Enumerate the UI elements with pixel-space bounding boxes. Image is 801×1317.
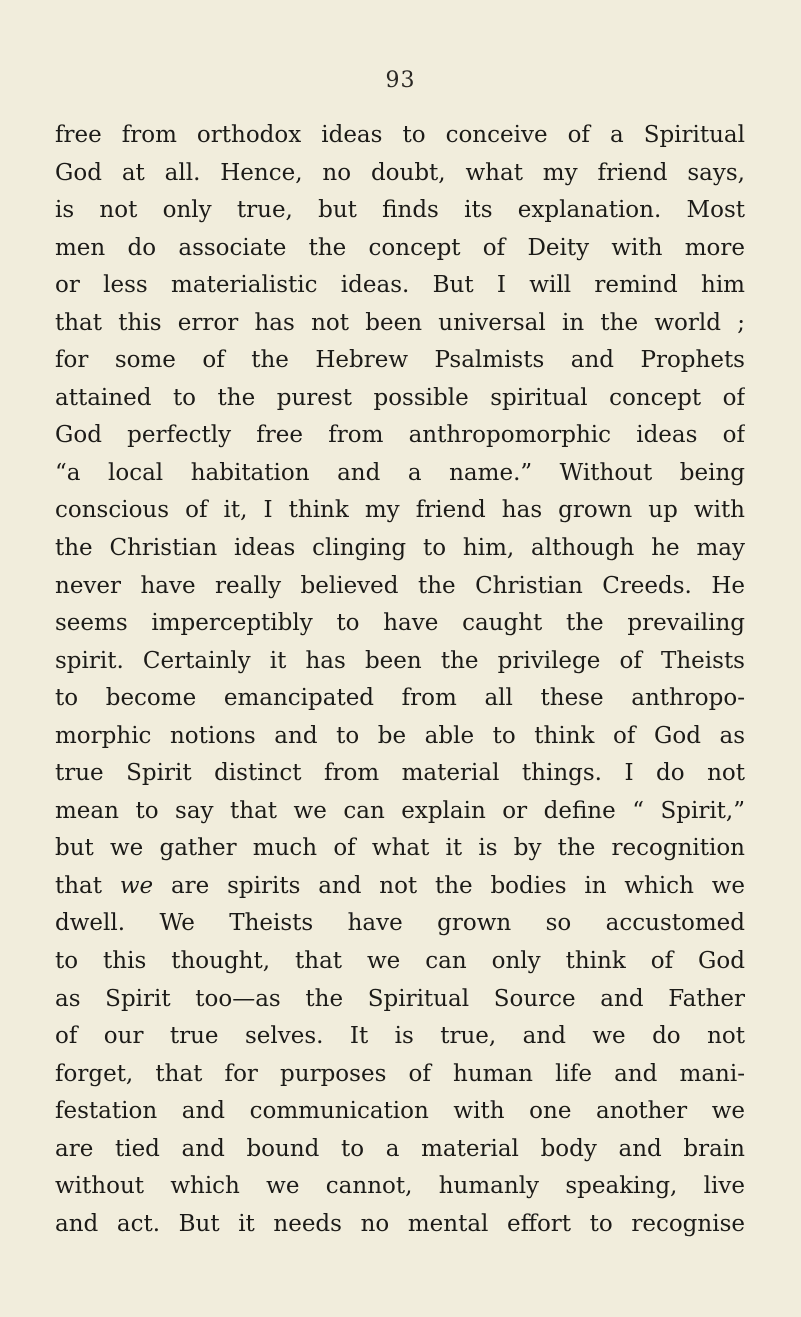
text-line: of our true selves. It is true, and we do not	[55, 1023, 745, 1050]
text-line: that this error has not been universal in the world ;	[55, 309, 745, 336]
text-line: free from orthodox ideas to conceive of a Spiritual	[55, 122, 745, 148]
text-line: without which we cannot, humanly speaking, live	[55, 1173, 745, 1200]
text-line: mean to say that we can explain or define “ Spirit,”	[55, 797, 745, 824]
text-line: conscious of it, I think my friend has grown up with	[55, 497, 745, 524]
text-line: men do associate the concept of Deity with more	[55, 234, 745, 261]
text-line: attained to the purest possible spiritual concept of	[55, 384, 745, 411]
italic-emphasis: we	[119, 872, 154, 899]
text-line: God at all. Hence, no doubt, what my friend says,	[55, 159, 745, 186]
text-line: morphic notions and to be able to think of God as	[55, 722, 745, 749]
text-line: true Spirit distinct from material things. I do not	[55, 760, 745, 787]
text-line: is not only true, but finds its explanation. Most	[55, 197, 745, 224]
text-line: “a local habitation and a name.” Without being	[55, 459, 745, 486]
text-line: are tied and bound to a material body and brain	[55, 1135, 745, 1162]
text-line	[55, 868, 745, 906]
text-line: spirit. Certainly it has been the privilege of Theists	[55, 647, 745, 674]
text-line: for some of the Hebrew Psalmists and Prophets	[55, 347, 745, 374]
body-text	[55, 117, 745, 1243]
text-line: God perfectly free from anthropomorphic ideas of	[55, 422, 745, 449]
text-line: as Spirit too—as the Spiritual Source and Father	[55, 985, 745, 1012]
text-line: seems imperceptibly to have caught the prevailing	[55, 610, 745, 637]
text-line: and act. But it needs no mental effort to recognise	[55, 1210, 745, 1237]
text-line: but we gather much of what it is by the recognition	[55, 835, 745, 862]
text-line: dwell. We Theists have grown so accustomed	[55, 910, 745, 937]
text-line: never have really believed the Christian Creeds. He	[55, 572, 745, 599]
text-line: or less materialistic ideas. But I will remind him	[55, 272, 745, 299]
text-line: to this thought, that we can only think of God	[55, 948, 745, 975]
text-line: the Christian ideas clinging to him, although he may	[55, 535, 745, 562]
page-number: 93	[385, 68, 416, 93]
text-line: festation and communication with one another we	[55, 1098, 745, 1125]
text-segment: that	[55, 872, 120, 899]
text-segment: are spirits and not the bodies in which we	[153, 872, 745, 899]
text-line: forget, that for purposes of human life and mani-	[55, 1060, 745, 1087]
text-line: to become emancipated from all these anthropo-	[55, 685, 745, 712]
